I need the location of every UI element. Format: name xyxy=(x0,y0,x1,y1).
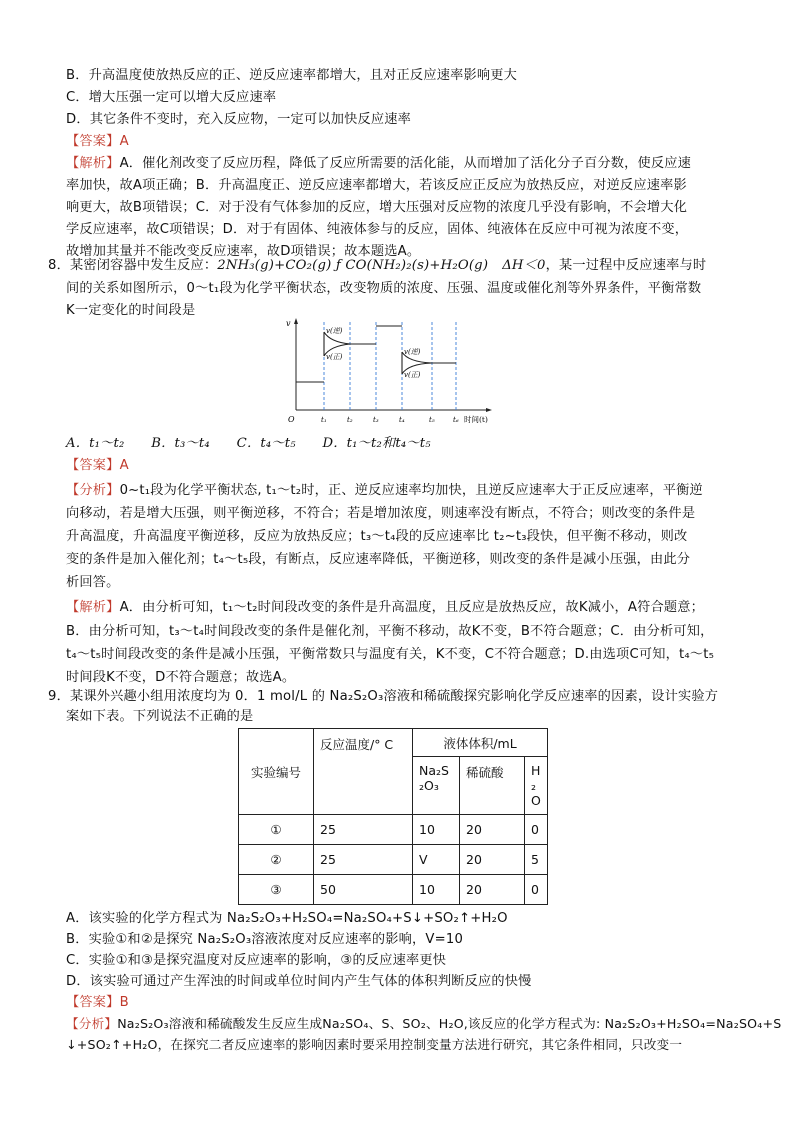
table-row xyxy=(239,875,548,905)
q7-option-d: D．其它条件不变时，充入反应物，一定可以加快反应速率 xyxy=(66,112,412,127)
table-row xyxy=(239,845,548,875)
q8-analysis-line-2: 向移动，若是增大压强，则平衡逆移，不符合；若是增加浓度，则速率没有断点，不符合；则改变的条件是 xyxy=(66,506,696,521)
q8-stem-line-3: K一定变化的时间段是 xyxy=(66,303,196,318)
q8-analysis-line-5: 析回答。 xyxy=(66,575,120,590)
q8-analysis-line-4: 变的条件是加入催化剂；t₄～t₅段，有断点，反应速率降低，平衡逆移，则改变的条件是减小压强，由此分 xyxy=(66,552,691,567)
rate-time-graph xyxy=(284,316,500,432)
answer-tag: 【答案】 xyxy=(66,995,120,1010)
solution-text: A．由分析可知，t₁～t₂时间段改变的条件是升高温度，且反应是放热反应，故K减小，A符合题意； xyxy=(119,600,705,615)
q7-answer xyxy=(66,132,129,152)
x-axis-arrow-icon xyxy=(486,408,492,412)
answer-value: A xyxy=(119,458,129,473)
q9-analysis-line-2: ↓+SO₂↑+H₂O，在探究二者反应速率的影响因素时要采用控制变量方法进行研究，其它条件相同，只改变一 xyxy=(66,1037,683,1052)
cell-na2s2o3: 10 xyxy=(413,815,460,845)
cell-id: ① xyxy=(239,815,314,845)
cell-na2s2o3: 10 xyxy=(413,875,460,905)
q7-analysis-line-5: 故增加其量并不能改变反应速率，故D项错误；故本题选A。 xyxy=(66,244,421,259)
curve-label-v-reverse-2: v(逆) xyxy=(404,348,421,356)
header-temperature: 反应温度/° C xyxy=(314,729,413,815)
q9-option-b: B．实验①和②是探究 Na₂S₂O₃溶液浓度对反应速率的影响，V=10 xyxy=(66,932,464,947)
subheader-water: H₂O xyxy=(525,757,548,815)
cell-temp: 50 xyxy=(314,875,413,905)
answer-value: B xyxy=(119,995,129,1010)
delta-h: ΔH＜0 xyxy=(502,258,546,273)
q9-option-a: A．该实验的化学方程式为 Na₂S₂O₃+H₂SO₄=Na₂SO₄+S↓+SO₂↑+H₂O xyxy=(66,911,508,926)
cell-id: ② xyxy=(239,845,314,875)
subheader-sulfuric-acid: 稀硫酸 xyxy=(460,757,525,815)
subheader-na2s2o3: Na₂S₂O₃ xyxy=(413,757,460,815)
analysis-text: Na₂S₂O₃溶液和稀硫酸发生反应生成Na₂SO₄、S、SO₂、H₂O,该反应的化学方程式为: Na₂S₂O₃+H₂SO₄=Na₂SO₄+S xyxy=(117,1016,782,1031)
tick-t3: t₃ xyxy=(373,416,379,424)
q8-solution-line-2: B．由分析可知，t₃～t₄时间段改变的条件是催化剂，平衡不移动，故K不变，B不符合题意；C．由分析可知， xyxy=(66,624,714,639)
curve-label-v-forward-2: v(正) xyxy=(404,371,421,379)
q7-analysis-line-4: 学反应速率，故C项错误；D．对于有固体、纯液体参与的反应，固体、纯液体在反应中可视为浓度不变， xyxy=(66,222,689,237)
q8-solution-line-1 xyxy=(66,598,704,618)
tick-t5: t₅ xyxy=(429,416,435,424)
reaction-equation: 2NH₃(g)+CO₂(g) ƒ CO(NH₂)₂(s)+H₂O(g) xyxy=(217,258,489,273)
tick-t6: t₆ xyxy=(453,416,459,424)
curve-label-v-forward-1: v(正) xyxy=(326,353,343,361)
y-axis-arrow-icon xyxy=(294,318,298,324)
tick-t2: t₂ xyxy=(347,416,353,424)
analysis-text: A．催化剂改变了反应历程，降低了反应所需要的活化能，从而增加了活化分子百分数，使反应速 xyxy=(119,156,692,171)
cell-na2s2o3: V xyxy=(413,845,460,875)
analysis-tag: 【分析】 xyxy=(66,483,120,498)
q7-option-c: C．增大压强一定可以增大反应速率 xyxy=(66,90,277,105)
question-number: 9． xyxy=(48,689,70,704)
x-axis-label: 时间(t) xyxy=(464,415,488,424)
q8-analysis-line-3: 升高温度，升高温度平衡逆移，反应为放热反应；t₃～t₄段的反应速率比 t₂~t₃段快，但平衡不移动，则改 xyxy=(66,529,688,544)
y-axis-label: v xyxy=(286,319,291,328)
cell-water: 5 xyxy=(525,845,548,875)
stem-text: 某密闭容器中发生反应： xyxy=(69,258,218,273)
header-experiment-id: 实验编号 xyxy=(239,729,314,815)
q8-stem-line-1 xyxy=(48,256,706,276)
header-volume: 液体体积/mL xyxy=(413,729,548,757)
tick-t4: t₄ xyxy=(399,416,405,424)
q7-analysis-line-1 xyxy=(66,154,691,174)
table-row xyxy=(239,815,548,845)
q9-option-c: C．实验①和③是探究温度对反应速率的影响，③的反应速率更快 xyxy=(66,953,447,968)
solution-tag: 【解析】 xyxy=(66,600,120,615)
q9-analysis-line-1 xyxy=(66,1014,781,1034)
analysis-tag: 【分析】 xyxy=(66,1016,118,1031)
cell-acid: 20 xyxy=(460,845,525,875)
cell-id: ③ xyxy=(239,875,314,905)
analysis-text: 0~t₁段为化学平衡状态, t₁～t₂时，正、逆反应速率均加快，且逆反应速率大于正反应速率，平衡逆 xyxy=(119,483,703,498)
q8-solution-line-4: 时间段K不变，D不符合题意；故选A。 xyxy=(66,670,296,685)
q8-options: A．t₁～t₂ B．t₃～t₄ C．t₄～t₅ D．t₁～t₂和t₄～t₅ xyxy=(66,436,431,451)
answer-tag: 【答案】 xyxy=(66,458,120,473)
q8-analysis-line-1 xyxy=(66,481,703,501)
q7-option-b: B．升高温度使放热反应的正、逆反应速率都增大，且对正反应速率影响更大 xyxy=(66,68,518,83)
cell-temp: 25 xyxy=(314,815,413,845)
answer-value: A xyxy=(119,134,129,149)
stem-text: 某课外兴趣小组用浓度均为 0．1 mol/L 的 Na₂S₂O₃溶液和稀硫酸探究影响化学反应速率的因素，设计实验方 xyxy=(69,689,719,704)
experiment-table xyxy=(238,728,548,905)
tick-t1: t₁ xyxy=(321,416,327,424)
stem-text-end: ，某一过程中反应速率与时 xyxy=(545,258,707,273)
q9-stem-line-1 xyxy=(48,687,718,707)
cell-water: 0 xyxy=(525,875,548,905)
q8-solution-line-3: t₄～t₅时间段改变的条件是减小压强，平衡常数只与温度有关，K不变，C不符合题意；D.由选项C可知，t₄～t₅ xyxy=(66,647,715,662)
cell-acid: 20 xyxy=(460,875,525,905)
answer-tag: 【答案】 xyxy=(66,134,120,149)
q9-option-d: D．该实验可通过产生浑浊的时间或单位时间内产生气体的体积判断反应的快慢 xyxy=(66,974,532,989)
q8-stem-line-2: 间的关系如图所示，0～t₁段为化学平衡状态，改变物质的浓度、压强、温度或催化剂等外界条件，平衡常数 xyxy=(66,281,702,296)
q9-answer xyxy=(66,993,129,1013)
q8-answer xyxy=(66,456,129,476)
origin-label: O xyxy=(288,415,295,424)
analysis-tag: 【解析】 xyxy=(66,156,120,171)
curve-label-v-reverse-1: v(逆) xyxy=(326,327,343,335)
cell-temp: 25 xyxy=(314,845,413,875)
q7-analysis-line-3: 响更大，故B项错误；C．对于没有气体参加的反应，增大压强对反应物的浓度几乎没有影响，不会增大化 xyxy=(66,200,688,215)
question-number: 8． xyxy=(48,258,70,273)
q9-stem-line-2: 案如下表。下列说法不正确的是 xyxy=(66,709,254,724)
cell-acid: 20 xyxy=(460,815,525,845)
q7-analysis-line-2: 率加快，故A项正确；B．升高温度正、逆反应速率都增大，若该反应正反应为放热反应，对逆反应速率影 xyxy=(66,178,687,193)
cell-water: 0 xyxy=(525,815,548,845)
